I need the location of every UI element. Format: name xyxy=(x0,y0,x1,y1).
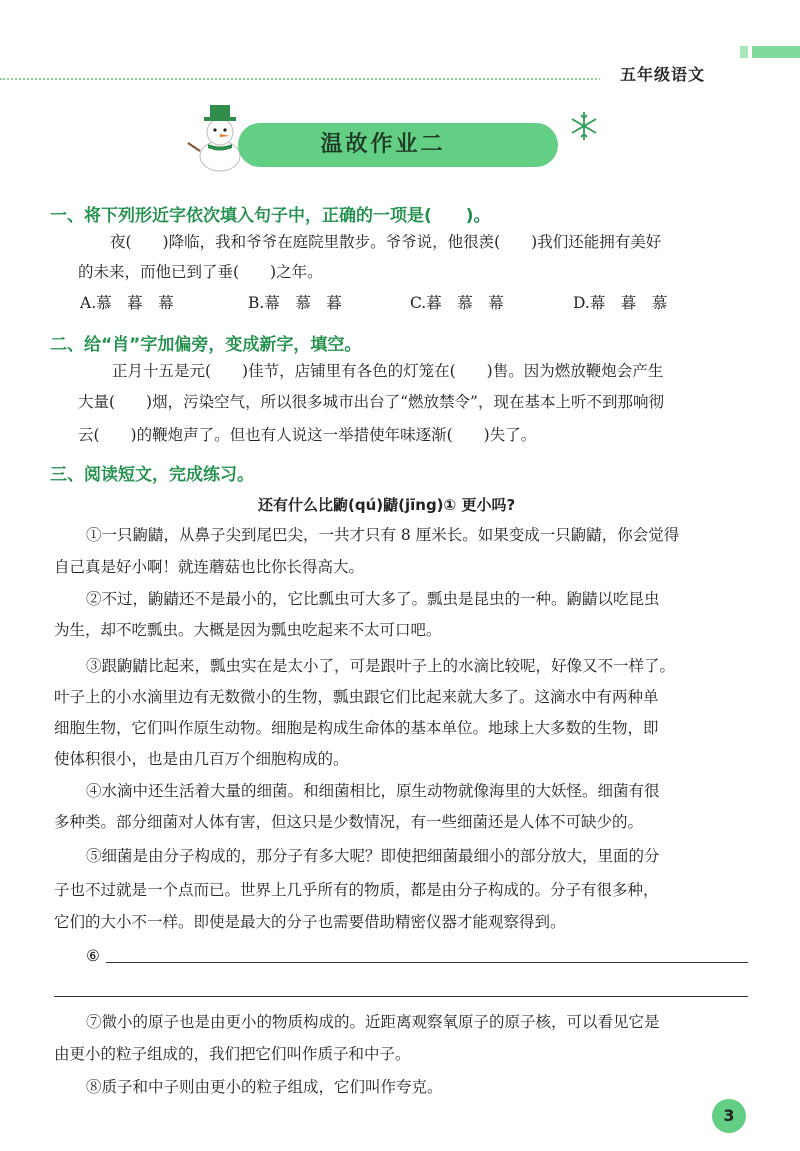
passage-line-9: ④水滴中还生活着大量的细菌。和细菌相比，原生动物就像海里的大妖怪。细菌有很 xyxy=(86,782,660,800)
q2-heading: 二、给“肖”字加偏旁，变成新字，填空。 xyxy=(50,335,362,355)
answer-line-1[interactable] xyxy=(106,962,748,963)
passage-line-6: 叶子上的小水滴里边有无数微小的生物，瓢虫跟它们比起来就大多了。这滴水中有两种单 xyxy=(54,688,659,706)
q1-line-1: 夜( )降临，我和爷爷在庭院里散步。爷爷说，他很羡( )我们还能拥有美好 xyxy=(110,233,662,251)
answer-line-2[interactable] xyxy=(54,996,748,997)
q1-line-2: 的未来，而他已到了垂( )之年。 xyxy=(78,263,323,281)
q3-heading: 三、阅读短文，完成练习。 xyxy=(50,465,254,485)
passage-line-14: ⑦微小的原子也是由更小的物质构成的。近距离观察氧原子的原子核，可以看见它是 xyxy=(86,1013,660,1031)
page-title: 温故作业二 xyxy=(320,132,446,157)
header-divider xyxy=(0,78,612,80)
page-number: 3 xyxy=(712,1099,746,1133)
grade-label: 五年级语文 xyxy=(620,65,706,84)
passage-line-7: 细胞生物，它们叫作原生动物。细胞是构成生命体的基本单位。地球上大多数的生物，即 xyxy=(54,719,659,737)
q1-option-b: B.幕 慕 暮 xyxy=(248,294,342,312)
q1-option-d: D.幕 暮 慕 xyxy=(573,294,668,312)
q1-heading: 一、将下列形近字依次填入句子中，正确的一项是( )。 xyxy=(50,206,491,226)
passage-line-5: ③跟鼩鼱比起来，瓢虫实在是太小了，可是跟叶子上的水滴比较呢，好像又不一样了。 xyxy=(86,657,676,675)
passage-line-11: ⑤细菌是由分子构成的，那分子有多大呢？即使把细菌最细小的部分放大，里面的分 xyxy=(86,847,660,865)
passage-line-12: 子也不过就是一个点而已。世界上几乎所有的物质，都是由分子构成的。分子有很多种， xyxy=(54,881,659,899)
passage-line-8: 使体积很小，也是由几百万个细胞构成的。 xyxy=(54,750,349,768)
passage-line-16: ⑧质子和中子则由更小的粒子组成，它们叫作夸克。 xyxy=(86,1078,443,1096)
passage-line-3: ②不过，鼩鼱还不是最小的，它比瓢虫可大多了。瓢虫是昆虫的一种。鼩鼱以吃昆虫 xyxy=(86,590,660,608)
passage-line-4: 为生，却不吃瓢虫。大概是因为瓢虫吃起来不太可口吧。 xyxy=(54,621,442,639)
q1-option-a: A.慕 暮 幕 xyxy=(80,294,174,312)
passage-line-1: ①一只鼩鼱，从鼻子尖到尾巴尖，一共才只有 8 厘米长。如果变成一只鼩鼱，你会觉得 xyxy=(86,526,680,544)
story-title: 还有什么比鼩(qú)鼱(jīng)① 更小吗? xyxy=(258,496,516,514)
q2-line-1: 正月十五是元( )佳节，店铺里有各色的灯笼在( )售。因为燃放鞭炮会产生 xyxy=(112,362,664,380)
q2-line-2: 大量( )烟，污染空气，所以很多城市出台了“燃放禁令”，现在基本上听不到那响彻 xyxy=(78,393,664,411)
q2-line-3: 云( )的鞭炮声了。但也有人说这一举措使年味逐渐( )失了。 xyxy=(78,426,537,444)
snowflake-icon xyxy=(568,110,600,142)
passage-line-13: 它们的大小不一样。即使是最大的分子也需要借助精密仪器才能观察得到。 xyxy=(54,913,566,931)
blank-6-label: ⑥ xyxy=(86,947,100,965)
passage-line-2: 自己真是好小啊！就连蘑菇也比你长得高大。 xyxy=(54,558,365,576)
passage-line-15: 由更小的粒子组成的，我们把它们叫作质子和中子。 xyxy=(54,1045,411,1063)
passage-line-10: 多种类。部分细菌对人体有害，但这只是少数情况，有一些细菌还是人体不可缺少的。 xyxy=(54,813,644,831)
q1-option-c: C.暮 慕 幕 xyxy=(410,294,504,312)
